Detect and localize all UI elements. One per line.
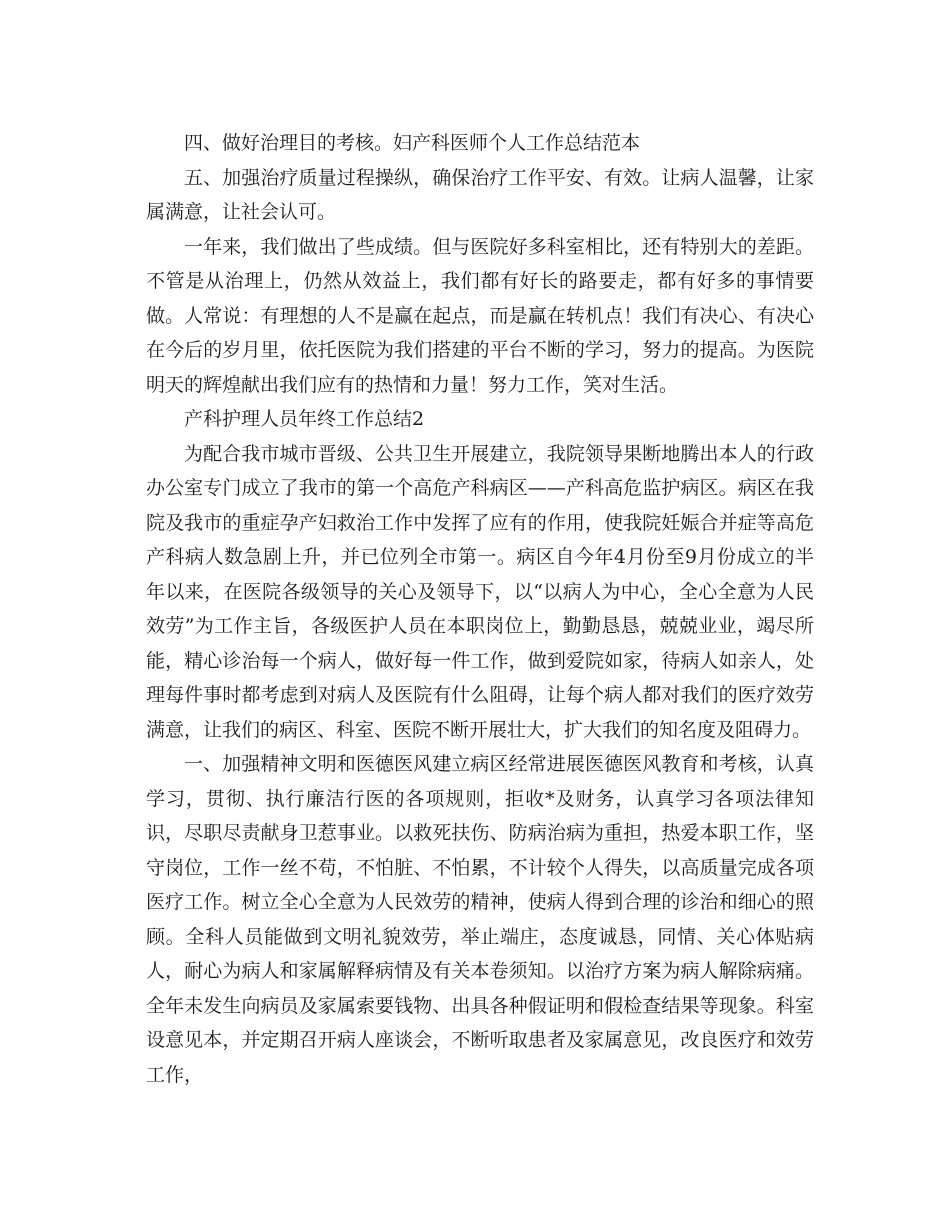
document-body (146, 126, 814, 1092)
paragraph-section-five: 五、加强治疗质量过程操纵，确保治疗工作平安、有效。让病人温馨，让家属满意，让社会认可。 (146, 166, 814, 223)
paragraph-medical-ethics: 一、加强精神文明和医德医风建立病区经常进展医德医风教育和考核，认真学习，贯彻、执行廉洁行医的各项规则，拒收*及财务，认真学习各项法律知识，尽职尽责献身卫惹事业。以救死扶伤、防病治病为重担，热爱本职工作，坚守岗位，工作一丝不苟，不怕脏、不怕累，不计较个人得失，以高质量完成各项医疗工作。树立全心全意为人民效劳的精神，使病人得到合理的诊治和细心的照顾。全科人员能做到文明礼貌效劳，举止端庄，态度诚恳，同情、关心体贴病人，耐心为病人和家属解释病情及有关本卷须知。以治疗方案为病人解除病痛。全年未发生向病员及家属索要钱物、出具各种假证明和假检查结果等现象。科室设意见本，并定期召开病人座谈会，不断听取患者及家属意见，改良医疗和效劳工作， (146, 753, 814, 1086)
section-title-summary-2: 产科护理人员年终工作总结2 (184, 408, 425, 430)
paragraph-ward-establishment: 为配合我市城市晋级、公共卫生开展建立，我院领导果断地腾出本人的行政办公室专门成立了我市的第一个高危产科病区——产科高危监护病区。病区在我院及我市的重症孕产妇救治工作中发挥了应有的作用，使我院妊娠合并症等高危产科病人数急剧上升，并已位列全市第一。病区自今年4月份至9月份成立的半年以来，在医院各级领导的关心及领导下，以“以病人为中心，全心全意为人民效劳”为工作主旨，各级医护人员在本职岗位上，勤勤恳恳，兢兢业业，竭尽所能，精心诊治每一个病人，做好每一件工作，做到爱院如家，待病人如亲人，处理每件事时都考虑到对病人及医院有什么阻碍，让每个病人都对我们的医疗效劳满意，让我们的病区、科室、医院不断开展壮大，扩大我们的知名度及阻碍力。 (146, 442, 814, 741)
paragraph-section-four: 四、做好治理目的考核。妇产科医师个人工作总结范本 (184, 132, 641, 154)
paragraph-year-summary: 一年来，我们做出了些成绩。但与医院好多科室相比，还有特别大的差距。不管是从治理上，仍然从效益上，我们都有好长的路要走，都有好多的事情要做。人常说：有理想的人不是赢在起点，而是赢在转机点！我们有决心、有决心在今后的岁月里，依托医院为我们搭建的平台不断的学习，努力的提高。为医院明天的辉煌献出我们应有的热情和力量！努力工作，笑对生活。 (146, 235, 814, 396)
